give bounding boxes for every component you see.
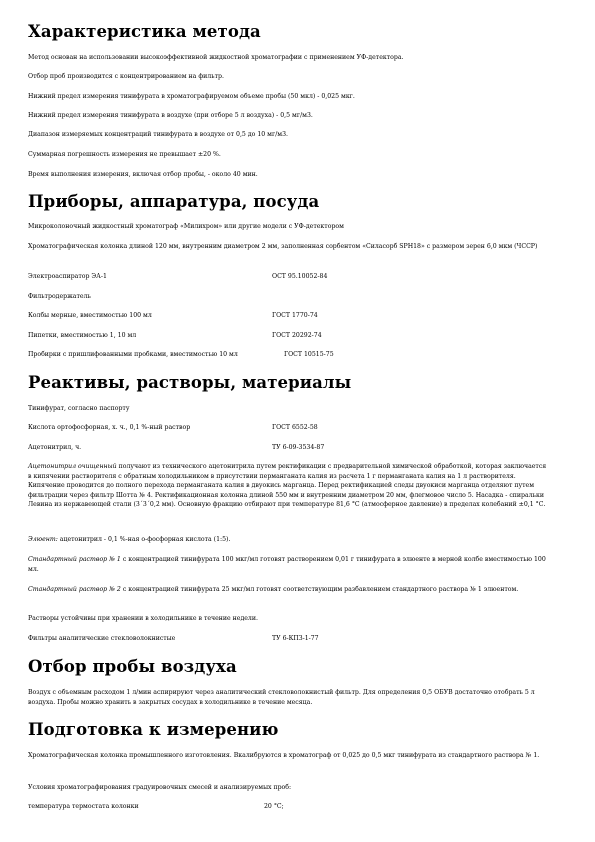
heading-reagents: Реактивы, растворы, материалы — [28, 373, 352, 392]
equipment-standard: ГОСТ 10515-75 — [284, 351, 334, 358]
prep-paragraph-1: Хроматографическая колонка промышленного изготовления. Вкалибруются в хроматограф от 0,025 до 0,5 мкг тинифурата из стандартного раствора № 1. — [28, 752, 540, 759]
reagent-standard: ТУ 6-КПЗ-1-77 — [272, 635, 319, 642]
equipment-name: Электроаспиратор ЭА-1 — [28, 273, 107, 280]
prep-paragraph-2: Условия хроматографирования градуировочных смесей и анализируемых проб: — [28, 784, 292, 791]
equipment-name: Пипетки, вместимостью 1, 10 мл — [28, 332, 137, 339]
stability-note: Растворы устойчивы при хранении в холодильнике в течение недели. — [28, 615, 258, 622]
eluent-description: ацетонитрил - 0,1 %-ная о-фосфорная кислота (1:5). — [57, 536, 231, 543]
condition-value: 20 °С; — [264, 803, 284, 810]
equipment-row — [28, 350, 568, 360]
reagent-standard: ТУ 6-09-3534-87 — [272, 444, 325, 451]
condition-row — [28, 802, 568, 812]
standard-solution-2-paragraph — [28, 585, 548, 595]
reagent-standard: ГОСТ 6552-58 — [272, 424, 318, 431]
method-paragraph-1: Метод основан на использовании высокоэффективной жидкостной хроматографии с применением УФ-детектора. — [28, 54, 404, 61]
method-paragraph-3: Нижний предел измерения тинифурата в хроматографируемом объеме пробы (50 мкл) - 0,025 мкг. — [28, 93, 355, 100]
heading-method-characteristics: Характеристика метода — [28, 22, 261, 41]
standard-solution-1-term: Стандартный раствор № 1 — [28, 556, 121, 563]
reagent-row — [28, 634, 568, 644]
standard-solution-2-description: с концентрацией тинифурата 25 мкг/мл готовят соответствующим разбавлением стандартного раствора № 1 элюентом. — [120, 586, 519, 593]
equipment-standard: ГОСТ 1770-74 — [272, 312, 318, 319]
devices-paragraph-1: Микроколоночный жидкостный хроматограф «Милихром» или другие модели с УФ-детектором — [28, 223, 344, 230]
reagent-name: Фильтры аналитические стекловолокнистые — [28, 635, 176, 642]
reagent-row — [28, 423, 568, 433]
reagent-name: Ацетонитрил, ч. — [28, 444, 82, 451]
standard-solution-2-term: Стандартный раствор № 2 — [28, 586, 121, 593]
acetonitrile-purification-paragraph — [28, 462, 548, 510]
method-paragraph-4: Нижний предел измерения тинифурата в воздухе (при отборе 5 л воздуха) - 0,5 мг/м3. — [28, 112, 313, 119]
sampling-paragraph: Воздух с объемным расходом 1 л/мин аспирируют через аналитический стекловолокнистый фильтр. Для определения 0,5 ОБУВ достаточно отобрать 5 л воздуха. Пробы можно хранить в закрытых сосудах в холодильнике в течение месяца. — [28, 689, 535, 706]
heading-air-sampling: Отбор пробы воздуха — [28, 657, 237, 676]
heading-devices: Приборы, аппаратура, посуда — [28, 192, 320, 211]
reagents-paragraph-1: Тинифурат, согласно паспорту — [28, 405, 130, 412]
reagent-row — [28, 443, 568, 453]
eluent-paragraph — [28, 535, 548, 545]
equipment-row — [28, 311, 568, 321]
heading-measurement-preparation: Подготовка к измерению — [28, 720, 279, 739]
equipment-name: Пробирки с пришлифованными пробками, вместимостью 10 мл — [28, 351, 238, 358]
equipment-standard: ГОСТ 20292-74 — [272, 332, 322, 339]
equipment-name: Фильтродержатель — [28, 293, 91, 300]
standard-solution-1-paragraph — [28, 555, 548, 574]
standard-solution-1-description: с концентрацией тинифурата 100 мкг/мл готовят растворением 0,01 г тинифурата в элюенте в мерной колбе вместимостью 100 мл. — [28, 556, 546, 573]
acetonitrile-term: Ацетонитрил очищенный — [28, 463, 117, 470]
condition-name: температура термостата колонки — [28, 803, 139, 810]
equipment-row — [28, 272, 568, 282]
eluent-term: Элюент: — [28, 536, 58, 543]
devices-paragraph-2: Хроматографическая колонка длиной 120 мм, внутренним диаметром 2 мм, заполненная сорбентом «Силасорб SPH18» с размером зерен 6,0 мкм (ЧССР) — [28, 243, 538, 250]
equipment-row — [28, 331, 568, 341]
method-paragraph-7: Время выполнения измерения, включая отбор пробы, - около 40 мин. — [28, 171, 258, 178]
method-paragraph-6: Суммарная погрешность измерения не превышает ±20 %. — [28, 151, 221, 158]
equipment-row — [28, 292, 568, 302]
reagent-name: Кислота ортофосфорная, х. ч., 0,1 %-ный раствор — [28, 424, 191, 431]
method-paragraph-5: Диапазон измеряемых концентраций тинифурата в воздухе от 0,5 до 10 мг/м3. — [28, 131, 289, 138]
method-paragraph-2: Отбор проб производится с концентрированием на фильтр. — [28, 73, 224, 80]
equipment-standard: ОСТ 95.10052-84 — [272, 273, 328, 280]
equipment-name: Колбы мерные, вместимостью 100 мл — [28, 312, 152, 319]
acetonitrile-description: получают из технического ацетонитрила путем ректификации с предварительной химической обработкой, которая заключается в кипячении растворителя с обратным холодильником в присутствии перманганата калия из расчета 1 г перманганата калия на 1 л растворителя. Кипячение проводится до полного перехода перманганата калия в двуокись марганца. Перед ректификацией следы двуокиси марганца отделяют путем фильтрации через фильтр Шотта № 4. Ректификационная колонна длиной 550 мм и внутренним диаметром 20 мм, флегмовое число 5. Насадка - спиральки Левина из нержавеющей стали (3´3´0,2 мм). Основную фракцию отбирают при температуре 81,6 °С (атмосферное давление) в пределах колебаний ±0,1 °С. — [28, 463, 547, 508]
